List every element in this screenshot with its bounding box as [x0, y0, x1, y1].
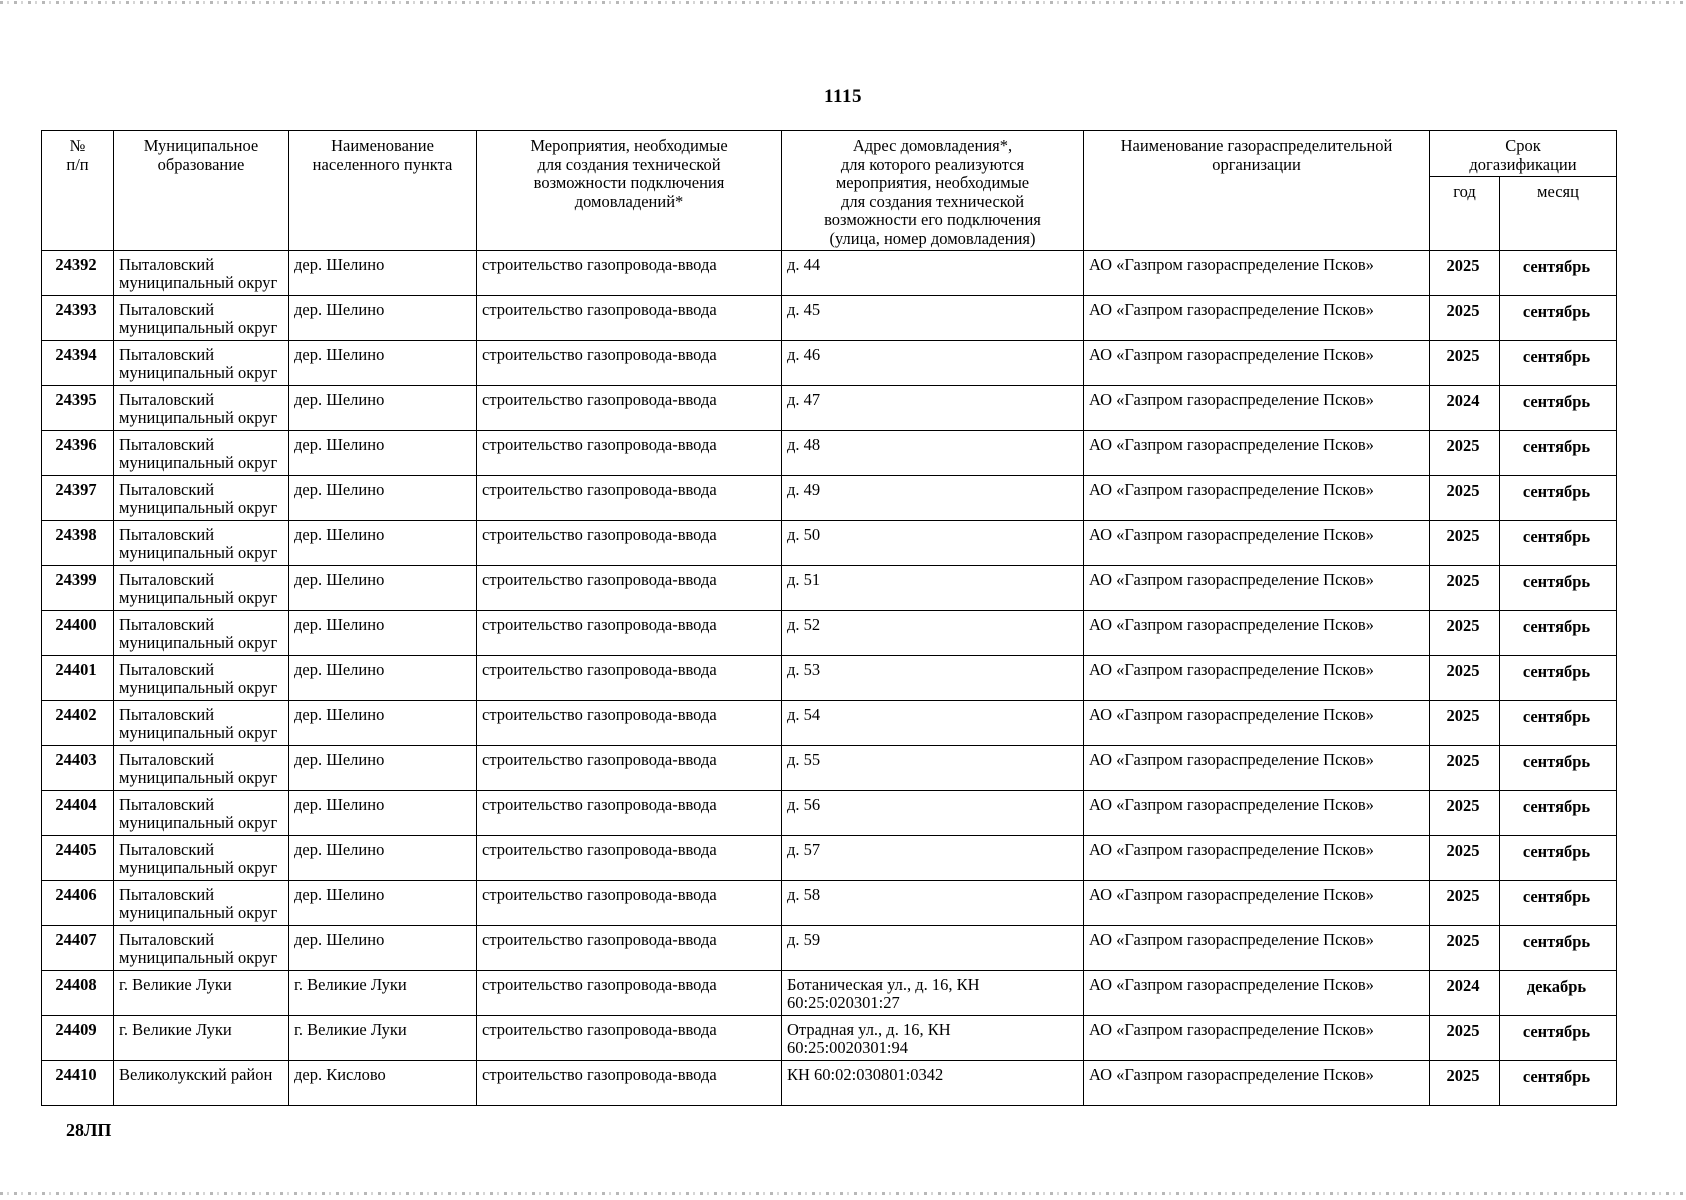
organization-cell: АО «Газпром газораспределение Псков» — [1084, 251, 1430, 296]
month-cell: сентябрь — [1500, 296, 1617, 341]
table-row — [42, 701, 1617, 746]
measures-cell: строительство газопровода-ввода — [477, 701, 782, 746]
measures-cell: строительство газопровода-ввода — [477, 971, 782, 1016]
month-cell: сентябрь — [1500, 251, 1617, 296]
settlement-cell: дер. Шелино — [289, 521, 477, 566]
municipality-cell: Пыталовский муниципальный округ — [114, 296, 289, 341]
header-address: Адрес домовладения*, для которого реализуются мероприятия, необходимые для создания технической возможности его подключения (улица, номер домовладения) — [782, 131, 1084, 251]
address-cell: д. 58 — [782, 881, 1084, 926]
organization-cell: АО «Газпром газораспределение Псков» — [1084, 566, 1430, 611]
municipality-cell: Пыталовский муниципальный округ — [114, 746, 289, 791]
scan-edge-bottom — [0, 1192, 1686, 1195]
month-cell: сентябрь — [1500, 926, 1617, 971]
table-row — [42, 296, 1617, 341]
settlement-cell: дер. Шелино — [289, 881, 477, 926]
measures-cell: строительство газопровода-ввода — [477, 341, 782, 386]
municipality-cell: Пыталовский муниципальный округ — [114, 386, 289, 431]
address-cell: д. 50 — [782, 521, 1084, 566]
address-cell: КН 60:02:030801:0342 — [782, 1061, 1084, 1106]
month-cell: сентябрь — [1500, 521, 1617, 566]
row-number: 24410 — [42, 1061, 114, 1106]
address-cell: д. 56 — [782, 791, 1084, 836]
address-cell: Ботаническая ул., д. 16, КН 60:25:020301:27 — [782, 971, 1084, 1016]
header-num: № п/п — [42, 131, 114, 251]
organization-cell: АО «Газпром газораспределение Псков» — [1084, 431, 1430, 476]
table-row — [42, 1061, 1617, 1106]
organization-cell: АО «Газпром газораспределение Псков» — [1084, 1061, 1430, 1106]
address-cell: Отрадная ул., д. 16, КН 60:25:0020301:94 — [782, 1016, 1084, 1061]
header-municipality: Муниципальное образование — [114, 131, 289, 251]
row-number: 24397 — [42, 476, 114, 521]
address-cell: д. 52 — [782, 611, 1084, 656]
address-cell: д. 47 — [782, 386, 1084, 431]
year-cell: 2025 — [1430, 341, 1500, 386]
measures-cell: строительство газопровода-ввода — [477, 881, 782, 926]
organization-cell: АО «Газпром газораспределение Псков» — [1084, 926, 1430, 971]
municipality-cell: Великолукский район — [114, 1061, 289, 1106]
municipality-cell: Пыталовский муниципальный округ — [114, 836, 289, 881]
header-year: год — [1430, 177, 1500, 251]
row-number: 24403 — [42, 746, 114, 791]
address-cell: д. 54 — [782, 701, 1084, 746]
header-deadline: Срок догазификации — [1430, 131, 1617, 177]
table-row — [42, 431, 1617, 476]
measures-cell: строительство газопровода-ввода — [477, 791, 782, 836]
municipality-cell: Пыталовский муниципальный округ — [114, 611, 289, 656]
measures-cell: строительство газопровода-ввода — [477, 476, 782, 521]
municipality-cell: Пыталовский муниципальный округ — [114, 656, 289, 701]
year-cell: 2025 — [1430, 296, 1500, 341]
settlement-cell: дер. Шелино — [289, 251, 477, 296]
month-cell: сентябрь — [1500, 476, 1617, 521]
settlement-cell: г. Великие Луки — [289, 971, 477, 1016]
organization-cell: АО «Газпром газораспределение Псков» — [1084, 521, 1430, 566]
header-measures: Мероприятия, необходимые для создания технической возможности подключения домовладений* — [477, 131, 782, 251]
gasification-table — [41, 130, 1617, 1106]
month-cell: сентябрь — [1500, 656, 1617, 701]
settlement-cell: дер. Шелино — [289, 836, 477, 881]
municipality-cell: Пыталовский муниципальный округ — [114, 791, 289, 836]
settlement-cell: дер. Шелино — [289, 386, 477, 431]
municipality-cell: Пыталовский муниципальный округ — [114, 476, 289, 521]
row-number: 24393 — [42, 296, 114, 341]
address-cell: д. 45 — [782, 296, 1084, 341]
month-cell: сентябрь — [1500, 791, 1617, 836]
table-row — [42, 881, 1617, 926]
organization-cell: АО «Газпром газораспределение Псков» — [1084, 386, 1430, 431]
row-number: 24401 — [42, 656, 114, 701]
settlement-cell: дер. Шелино — [289, 341, 477, 386]
row-number: 24404 — [42, 791, 114, 836]
settlement-cell: дер. Шелино — [289, 296, 477, 341]
table-row — [42, 836, 1617, 881]
month-cell: сентябрь — [1500, 431, 1617, 476]
month-cell: сентябрь — [1500, 566, 1617, 611]
settlement-cell: дер. Кислово — [289, 1061, 477, 1106]
settlement-cell: дер. Шелино — [289, 746, 477, 791]
municipality-cell: г. Великие Луки — [114, 971, 289, 1016]
table-row — [42, 971, 1617, 1016]
row-number: 24402 — [42, 701, 114, 746]
measures-cell: строительство газопровода-ввода — [477, 566, 782, 611]
address-cell: д. 55 — [782, 746, 1084, 791]
measures-cell: строительство газопровода-ввода — [477, 386, 782, 431]
municipality-cell: Пыталовский муниципальный округ — [114, 926, 289, 971]
municipality-cell: Пыталовский муниципальный округ — [114, 431, 289, 476]
address-cell: д. 48 — [782, 431, 1084, 476]
measures-cell: строительство газопровода-ввода — [477, 521, 782, 566]
header-settlement: Наименование населенного пункта — [289, 131, 477, 251]
year-cell: 2025 — [1430, 836, 1500, 881]
measures-cell: строительство газопровода-ввода — [477, 656, 782, 701]
month-cell: сентябрь — [1500, 1016, 1617, 1061]
municipality-cell: Пыталовский муниципальный округ — [114, 251, 289, 296]
measures-cell: строительство газопровода-ввода — [477, 296, 782, 341]
row-number: 24406 — [42, 881, 114, 926]
settlement-cell: дер. Шелино — [289, 476, 477, 521]
table-row — [42, 341, 1617, 386]
table-row — [42, 476, 1617, 521]
organization-cell: АО «Газпром газораспределение Псков» — [1084, 341, 1430, 386]
address-cell: д. 51 — [782, 566, 1084, 611]
month-cell: сентябрь — [1500, 881, 1617, 926]
year-cell: 2025 — [1430, 746, 1500, 791]
row-number: 24399 — [42, 566, 114, 611]
month-cell: сентябрь — [1500, 611, 1617, 656]
address-cell: д. 49 — [782, 476, 1084, 521]
year-cell: 2025 — [1430, 611, 1500, 656]
organization-cell: АО «Газпром газораспределение Псков» — [1084, 1016, 1430, 1061]
year-cell: 2025 — [1430, 476, 1500, 521]
year-cell: 2025 — [1430, 566, 1500, 611]
organization-cell: АО «Газпром газораспределение Псков» — [1084, 746, 1430, 791]
year-cell: 2025 — [1430, 1061, 1500, 1106]
header-month: месяц — [1500, 177, 1617, 251]
table-row — [42, 566, 1617, 611]
organization-cell: АО «Газпром газораспределение Псков» — [1084, 971, 1430, 1016]
month-cell: декабрь — [1500, 971, 1617, 1016]
table-row — [42, 791, 1617, 836]
row-number: 24394 — [42, 341, 114, 386]
row-number: 24400 — [42, 611, 114, 656]
row-number: 24405 — [42, 836, 114, 881]
row-number: 24408 — [42, 971, 114, 1016]
measures-cell: строительство газопровода-ввода — [477, 251, 782, 296]
organization-cell: АО «Газпром газораспределение Псков» — [1084, 836, 1430, 881]
table-row — [42, 656, 1617, 701]
organization-cell: АО «Газпром газораспределение Псков» — [1084, 881, 1430, 926]
year-cell: 2025 — [1430, 791, 1500, 836]
year-cell: 2024 — [1430, 971, 1500, 1016]
month-cell: сентябрь — [1500, 836, 1617, 881]
year-cell: 2025 — [1430, 656, 1500, 701]
organization-cell: АО «Газпром газораспределение Псков» — [1084, 476, 1430, 521]
settlement-cell: дер. Шелино — [289, 431, 477, 476]
settlement-cell: дер. Шелино — [289, 566, 477, 611]
measures-cell: строительство газопровода-ввода — [477, 1061, 782, 1106]
address-cell: д. 46 — [782, 341, 1084, 386]
month-cell: сентябрь — [1500, 746, 1617, 791]
address-cell: д. 57 — [782, 836, 1084, 881]
year-cell: 2024 — [1430, 386, 1500, 431]
table-row — [42, 746, 1617, 791]
table-row — [42, 386, 1617, 431]
municipality-cell: Пыталовский муниципальный округ — [114, 341, 289, 386]
page-number: 1115 — [824, 86, 862, 107]
table-row — [42, 926, 1617, 971]
header-organization: Наименование газораспределительной организации — [1084, 131, 1430, 251]
month-cell: сентябрь — [1500, 341, 1617, 386]
municipality-cell: Пыталовский муниципальный округ — [114, 701, 289, 746]
year-cell: 2025 — [1430, 1016, 1500, 1061]
municipality-cell: г. Великие Луки — [114, 1016, 289, 1061]
organization-cell: АО «Газпром газораспределение Псков» — [1084, 656, 1430, 701]
table-row — [42, 1016, 1617, 1061]
row-number: 24407 — [42, 926, 114, 971]
address-cell: д. 59 — [782, 926, 1084, 971]
table-row — [42, 611, 1617, 656]
table-row — [42, 521, 1617, 566]
organization-cell: АО «Газпром газораспределение Псков» — [1084, 611, 1430, 656]
settlement-cell: дер. Шелино — [289, 791, 477, 836]
table-row — [42, 251, 1617, 296]
month-cell: сентябрь — [1500, 701, 1617, 746]
address-cell: д. 44 — [782, 251, 1084, 296]
table-body — [42, 251, 1617, 1106]
month-cell: сентябрь — [1500, 386, 1617, 431]
row-number: 24398 — [42, 521, 114, 566]
measures-cell: строительство газопровода-ввода — [477, 611, 782, 656]
measures-cell: строительство газопровода-ввода — [477, 926, 782, 971]
municipality-cell: Пыталовский муниципальный округ — [114, 881, 289, 926]
measures-cell: строительство газопровода-ввода — [477, 431, 782, 476]
settlement-cell: дер. Шелино — [289, 656, 477, 701]
organization-cell: АО «Газпром газораспределение Псков» — [1084, 791, 1430, 836]
table-header — [42, 131, 1617, 251]
year-cell: 2025 — [1430, 881, 1500, 926]
row-number: 24409 — [42, 1016, 114, 1061]
municipality-cell: Пыталовский муниципальный округ — [114, 566, 289, 611]
footer-code: 28ЛП — [66, 1120, 112, 1140]
row-number: 24395 — [42, 386, 114, 431]
year-cell: 2025 — [1430, 521, 1500, 566]
municipality-cell: Пыталовский муниципальный округ — [114, 521, 289, 566]
row-number: 24396 — [42, 431, 114, 476]
year-cell: 2025 — [1430, 251, 1500, 296]
measures-cell: строительство газопровода-ввода — [477, 1016, 782, 1061]
settlement-cell: г. Великие Луки — [289, 1016, 477, 1061]
measures-cell: строительство газопровода-ввода — [477, 836, 782, 881]
scan-edge-top — [0, 1, 1686, 4]
year-cell: 2025 — [1430, 926, 1500, 971]
settlement-cell: дер. Шелино — [289, 926, 477, 971]
settlement-cell: дер. Шелино — [289, 701, 477, 746]
address-cell: д. 53 — [782, 656, 1084, 701]
organization-cell: АО «Газпром газораспределение Псков» — [1084, 296, 1430, 341]
row-number: 24392 — [42, 251, 114, 296]
organization-cell: АО «Газпром газораспределение Псков» — [1084, 701, 1430, 746]
year-cell: 2025 — [1430, 701, 1500, 746]
month-cell: сентябрь — [1500, 1061, 1617, 1106]
year-cell: 2025 — [1430, 431, 1500, 476]
measures-cell: строительство газопровода-ввода — [477, 746, 782, 791]
settlement-cell: дер. Шелино — [289, 611, 477, 656]
